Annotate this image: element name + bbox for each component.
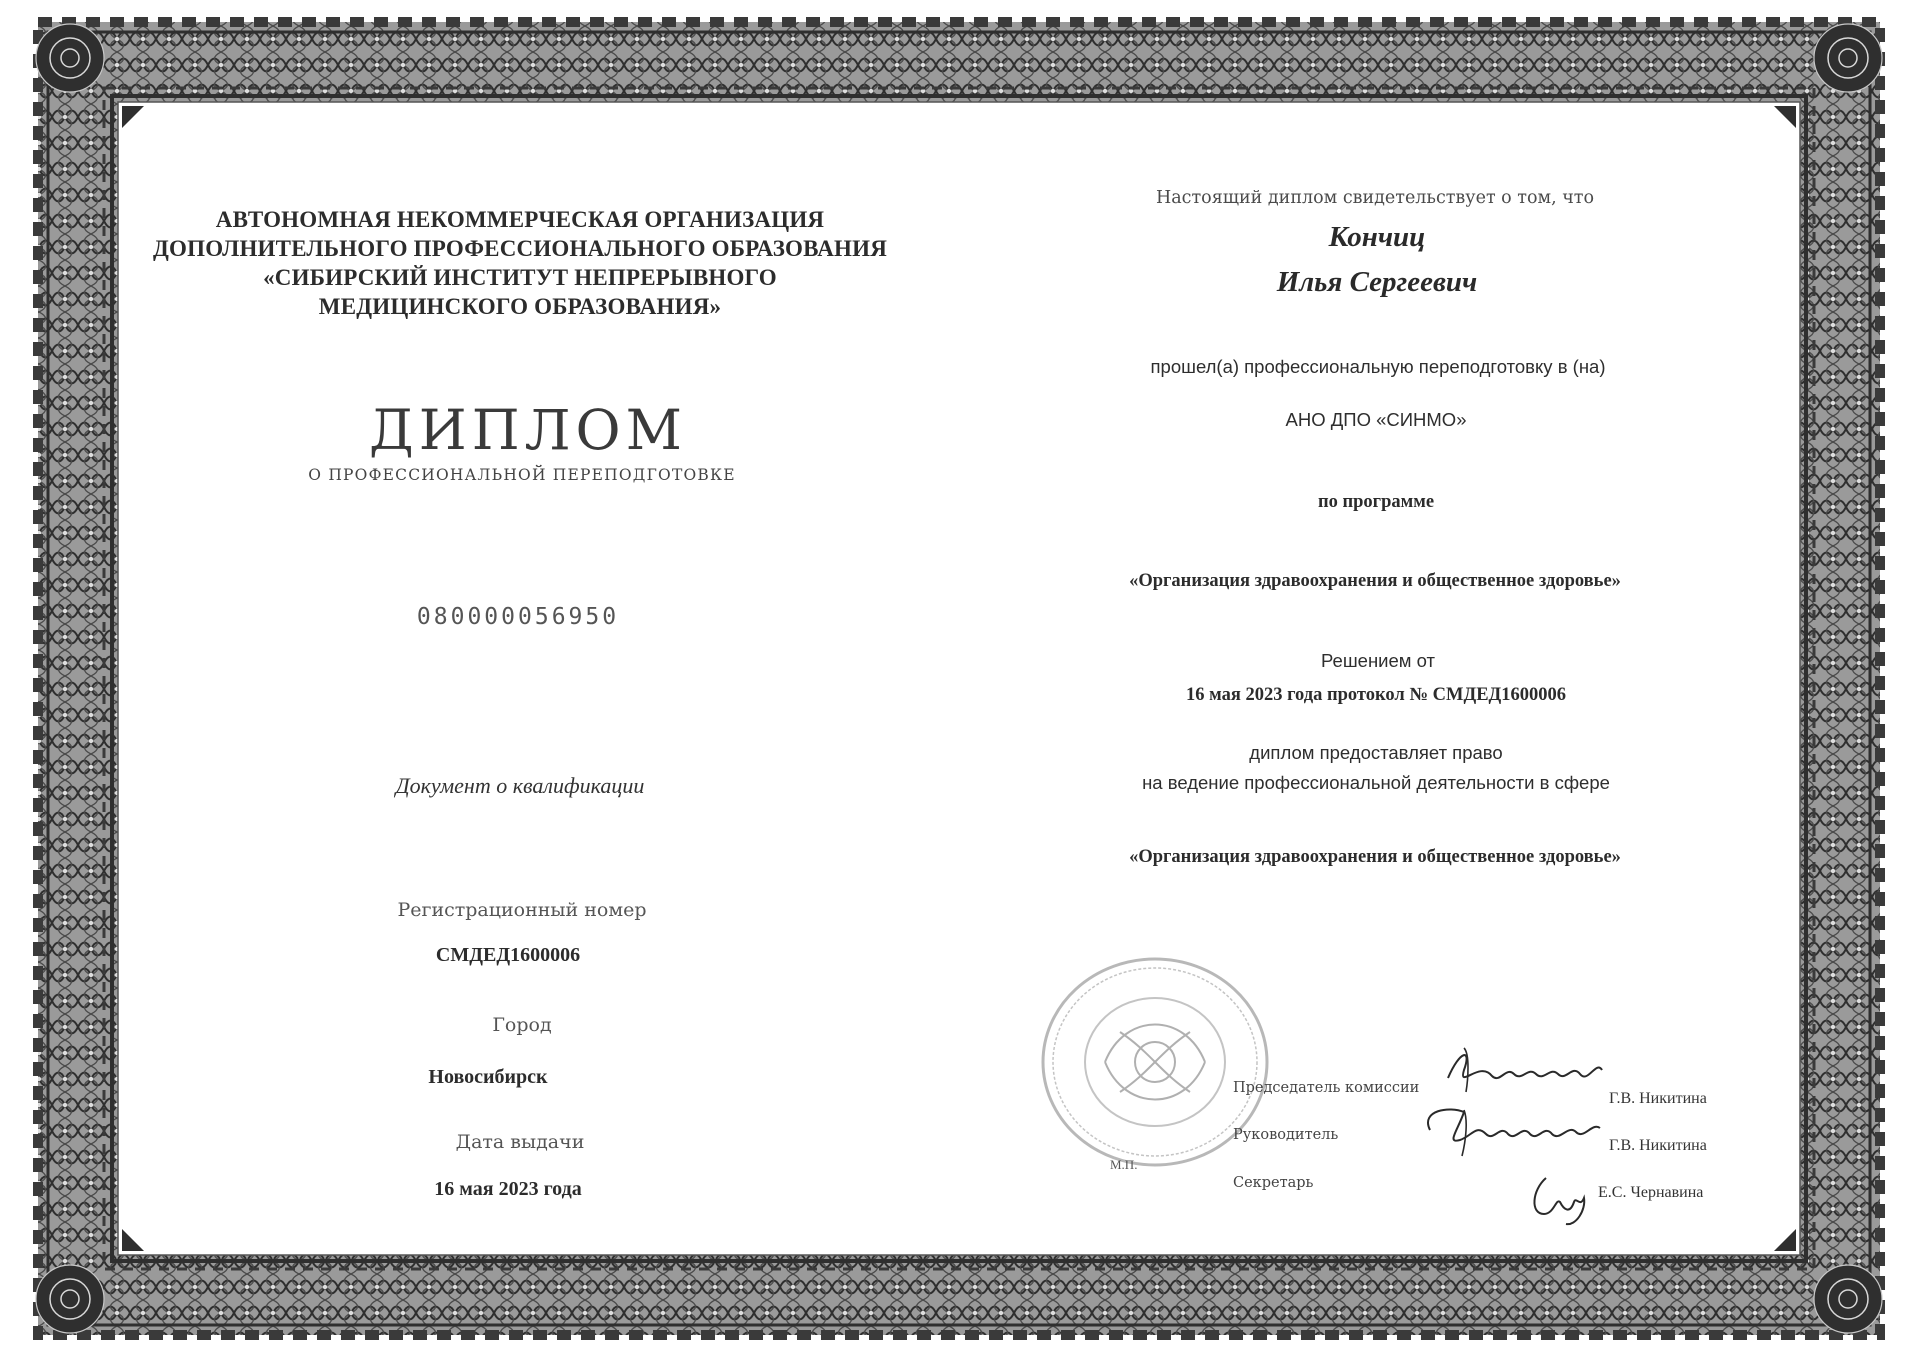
document-subtitle: О ПРОФЕССИОНАЛЬНОЙ ПЕРЕПОДГОТОВКЕ (308, 466, 736, 484)
document-title: ДИПЛОМ (369, 398, 687, 462)
rights-line-2: на ведение профессиональной деятельности в сфере (1142, 772, 1610, 793)
chair-signature (1440, 1040, 1610, 1100)
commission-chair-name: Г.В. Никитина (1609, 1090, 1707, 1107)
stamp-place-label: М.П. (1110, 1157, 1138, 1172)
commission-chair-label: Председатель комиссии (1233, 1080, 1420, 1096)
issue-date-label: Дата выдачи (455, 1131, 585, 1153)
city-label: Город (492, 1014, 552, 1036)
field-name: «Организация здравоохранения и общественное здоровье» (1129, 847, 1621, 867)
director-label: Руководитель (1233, 1127, 1339, 1143)
city-value: Новосибирск (428, 1066, 548, 1088)
organization-name-line-2: ДОПОЛНИТЕЛЬНОГО ПРОФЕССИОНАЛЬНОГО ОБРАЗОВАНИЯ (152, 236, 888, 261)
organization-name-line-1: АВТОНОМНАЯ НЕКОММЕРЧЕСКАЯ ОРГАНИЗАЦИЯ (215, 207, 825, 232)
holder-surname: Кончиц (1328, 221, 1426, 253)
holder-given-names: Илья Сергеевич (1276, 266, 1478, 298)
organization-name-line-4: МЕДИЦИНСКОГО ОБРАЗОВАНИЯ» (318, 294, 722, 319)
rights-line-1: диплом предоставляет право (1249, 742, 1503, 763)
holder-intro: Настоящий диплом свидетельствует о том, что (1155, 188, 1595, 208)
decision-text: 16 мая 2023 года протокол № СМДЕД1600006 (1185, 685, 1567, 705)
registration-label: Регистрационный номер (397, 899, 647, 921)
program-name: «Организация здравоохранения и общественное здоровье» (1129, 571, 1621, 591)
training-completed-text: прошел(а) профессиональную переподготовку в (на) (1150, 356, 1606, 377)
secretary-signature (1526, 1170, 1596, 1230)
secretary-name: Е.С. Чернавина (1598, 1184, 1704, 1201)
decision-label: Решением от (1321, 650, 1435, 671)
institution-short-name: АНО ДПО «СИНМО» (1285, 409, 1467, 430)
serial-number: 080000056950 (416, 604, 620, 630)
organization-name-line-3: «СИБИРСКИЙ ИНСТИТУТ НЕПРЕРЫВНОГО (263, 265, 777, 290)
registration-number: СМДЕД1600006 (435, 944, 581, 966)
director-signature (1420, 1100, 1610, 1160)
director-name: Г.В. Никитина (1609, 1137, 1707, 1154)
secretary-label: Секретарь (1233, 1175, 1314, 1191)
program-label: по программе (1317, 492, 1435, 512)
qualification-label: Документ о квалификации (395, 773, 645, 798)
issue-date-value: 16 мая 2023 года (434, 1178, 582, 1200)
